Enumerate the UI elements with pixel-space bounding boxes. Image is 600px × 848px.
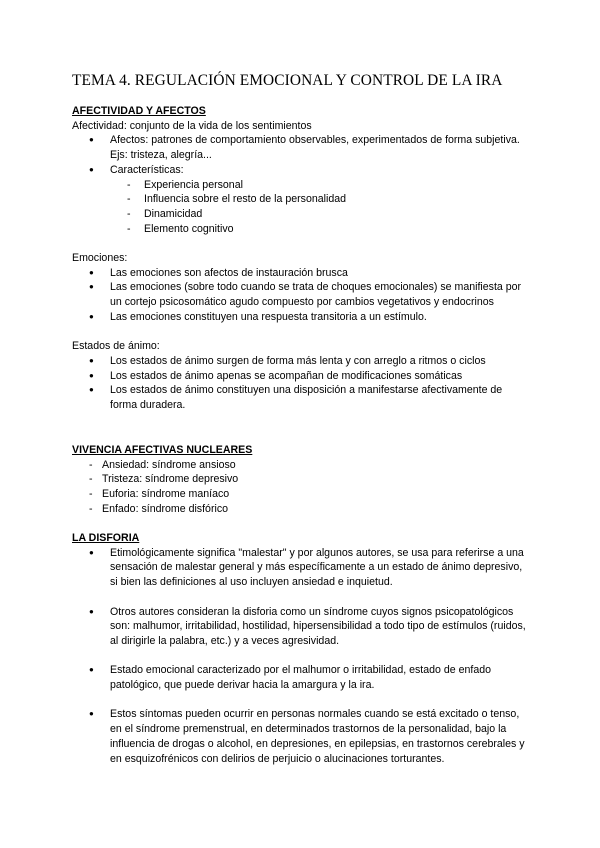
list-item: - Tristeza: síndrome depresivo [72,472,532,487]
list-item: ● Las emociones son afectos de instauración brusca [72,266,532,281]
caracteristicas-list [72,178,532,237]
list-item: ● Afectos: patrones de comportamiento observables, experimentados de forma subjetiva. Ejs: tristeza, alegría... [72,133,532,162]
estados-label: Estados de ánimo: [72,340,160,353]
list-item: - Euforia: síndrome maníaco [72,487,532,502]
disforia-bullets [72,546,532,767]
section-heading-afectividad: AFECTIVIDAD Y AFECTOS [72,105,206,117]
list-item: - Experiencia personal [72,178,532,193]
emociones-bullets [72,266,532,325]
list-item: ● Los estados de ánimo constituyen una disposición a manifestarse afectivamente de forma duradera. [72,383,532,412]
spacer [72,693,532,708]
list-item: ● Estos síntomas pueden ocurrir en personas normales cuando se está excitado o tenso, en el síndrome premenstrual, en determinados trastornos de la personalidad, bajo la influencia de drogas o alcohol, en depresiones, en epilepsias, en trastornos cerebrales y en esquizofrénicos con delirios de perjuicio o alucinaciones torturantes. [72,707,532,766]
list-item: - Enfado: síndrome disfórico [72,502,532,517]
estados-bullets [72,354,532,413]
section-vivencias [72,443,532,517]
spacer [72,649,532,664]
list-item: - Influencia sobre el resto de la personalidad [72,192,532,207]
list-item: ● Las emociones (sobre todo cuando se trata de choques emocionales) se manifiesta por un cortejo psicosomático agudo compuesto por cambios vegetativos y endocrinos [72,280,532,309]
list-item: - Dinamicidad [72,207,532,222]
afectividad-intro: Afectividad: conjunto de la vida de los sentimientos [72,119,312,132]
list-item: ● Otros autores consideran la disforia como un síndrome cuyos signos psicopatológicos son: malhumor, irritabilidad, hostilidad, hipersensibilidad a todo tipo de estímulos (ruidos, al dirigirle la palabra, etc.) y a veces agresividad. [72,605,532,649]
list-item: ● Los estados de ánimo apenas se acompañan de modificaciones somáticas [72,369,532,384]
page-title: TEMA 4. REGULACIÓN EMOCIONAL Y CONTROL DE LA IRA [72,72,503,89]
section-heading-vivencias: VIVENCIA AFECTIVAS NUCLEARES [72,444,253,456]
list-item: ● Las emociones constituyen una respuesta transitoria a un estímulo. [72,310,532,325]
list-item: ● Características: [72,163,532,178]
afectividad-bullets [72,133,532,177]
list-item: - Ansiedad: síndrome ansioso [72,458,532,473]
section-heading-disforia: LA DISFORIA [72,532,140,544]
spacer [72,590,532,605]
list-item: - Elemento cognitivo [72,222,532,237]
list-item: ● Estado emocional caracterizado por el malhumor o irritabilidad, estado de enfado patológico, que puede derivar hacia la amargura y la ira. [72,663,532,692]
section-disforia [72,531,532,766]
section-afectividad [72,104,532,413]
vivencias-list [72,458,532,517]
list-item: ● Etimológicamente significa "malestar" y por algunos autores, se usa para referirse a una sensación de malestar general y más específicamente a un estado de ánimo depresivo, si bien las definiciones al uso incluyen ansiedad e inquietud. [72,546,532,590]
emociones-label: Emociones: [72,252,128,265]
list-item: ● Los estados de ánimo surgen de forma más lenta y con arreglo a ritmos o ciclos [72,354,532,369]
